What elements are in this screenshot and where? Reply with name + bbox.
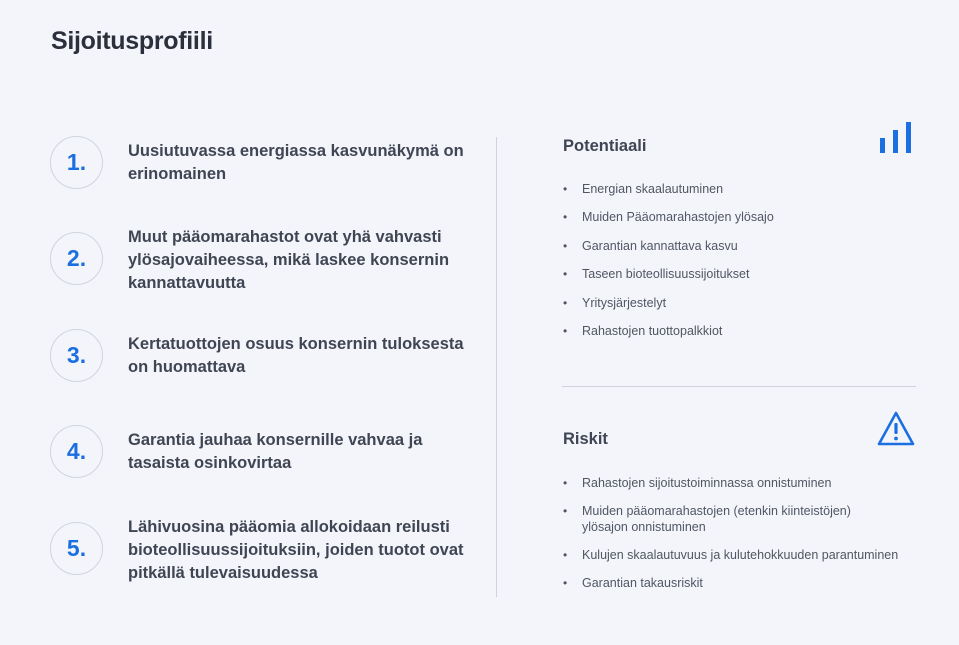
potential-title: Potentiaali xyxy=(563,137,647,155)
potential-list xyxy=(563,181,923,339)
warning-icon xyxy=(877,411,915,446)
list-item: • Yritysjärjestelyt xyxy=(563,295,667,310)
list-item: • Muiden Pääomarahastojen ylösajo xyxy=(563,210,774,225)
profile-point-3 xyxy=(50,329,470,389)
list-item: • Garantian kannattava kasvu xyxy=(563,238,738,253)
point-text: Lähivuosina pääomia allokoidaan reilusti bioteollisuussijoituksiin, joiden tuotot ovat pitkällä tulevaisuudessa xyxy=(128,518,464,582)
point-text: Uusiutuvassa energiassa kasvunäkymä on erinomainen xyxy=(128,142,464,183)
point-text: Muut pääomarahastot ovat yhä vahvasti ylösajovaiheessa, mikä laskee konsernin kannattavuutta xyxy=(128,228,450,292)
risks-title: Riskit xyxy=(563,430,608,448)
point-text: Garantia jauhaa konsernille vahvaa ja tasaista osinkovirtaa xyxy=(128,431,423,472)
number-badge: 1. xyxy=(50,136,103,189)
profile-point-4 xyxy=(50,425,470,485)
profile-point-5 xyxy=(50,518,470,582)
profile-point-2 xyxy=(50,228,470,292)
bar-chart-icon xyxy=(878,121,914,155)
number-badge: 3. xyxy=(50,329,103,382)
number-badge: 5. xyxy=(50,522,103,575)
list-item: • Muiden pääomarahastojen (etenkin kiinteistöjen) ylösajon onnistuminen xyxy=(563,504,851,534)
list-item: • Rahastojen sijoitustoiminnassa onnistuminen xyxy=(563,476,832,490)
list-item: • Energian skaalautuminen xyxy=(563,182,724,196)
list-item: • Garantian takausriskit xyxy=(563,576,703,590)
number-badge: 2. xyxy=(50,232,103,285)
number-badge: 4. xyxy=(50,425,103,478)
list-item: • Taseen bioteollisuussijoitukset xyxy=(563,267,750,282)
point-text: Kertatuottojen osuus konsernin tuloksesta on huomattava xyxy=(128,335,464,376)
risks-list xyxy=(563,475,923,591)
section-divider xyxy=(562,386,916,387)
list-item: • Kulujen skaalautuvuus ja kulutehokkuuden parantuminen xyxy=(563,548,899,562)
page-title: Sijoitusprofiili xyxy=(51,27,213,55)
list-item: • Rahastojen tuottopalkkiot xyxy=(563,323,723,338)
vertical-divider xyxy=(496,137,497,597)
profile-point-1 xyxy=(50,136,470,196)
